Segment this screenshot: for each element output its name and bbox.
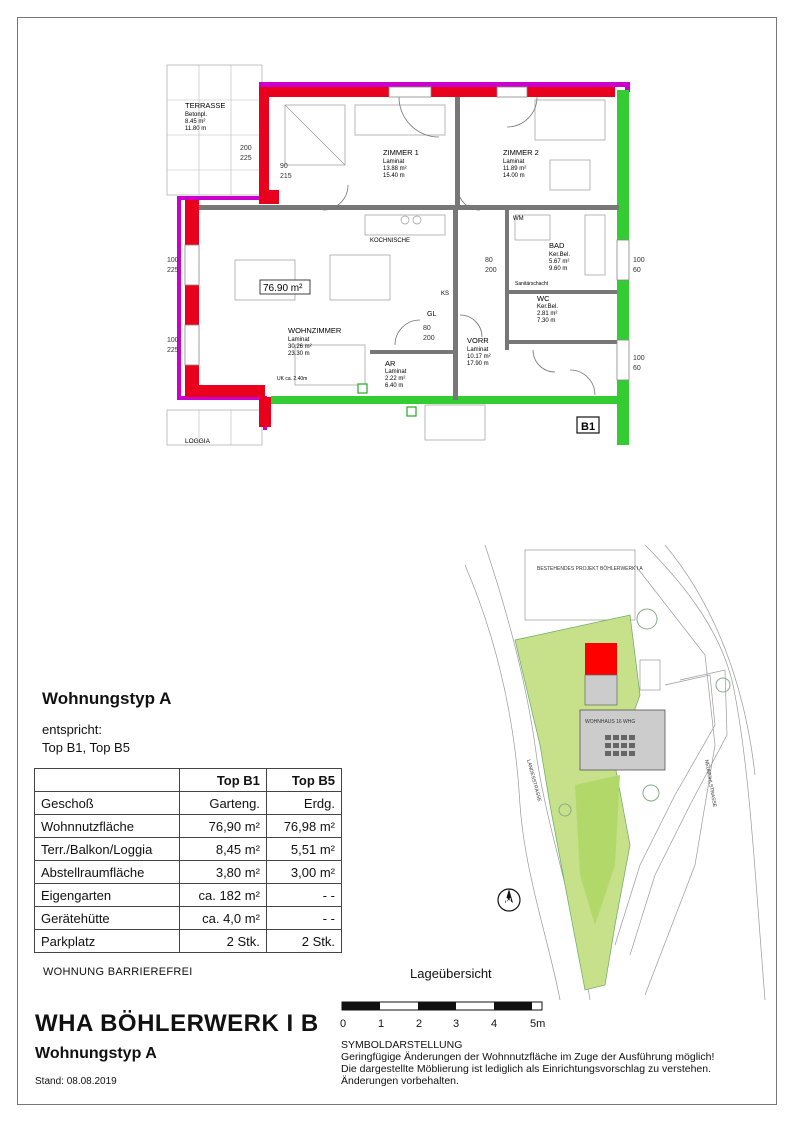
disclaimer-line: Geringfügige Änderungen der Wohnnutzfläche im Zuge der Ausführung möglich!	[341, 1051, 715, 1063]
svg-text:7.30 m: 7.30 m	[537, 318, 556, 324]
svg-text:100: 100	[633, 257, 645, 264]
svg-text:10.17 m²: 10.17 m²	[467, 354, 491, 360]
scale-label: 0	[340, 1018, 347, 1030]
svg-text:ZIMMER 2: ZIMMER 2	[503, 148, 539, 157]
disclaimer-line: Änderungen vorbehalten.	[341, 1075, 459, 1087]
table-cell: Geschoß	[35, 792, 180, 815]
svg-text:11.89 m²: 11.89 m²	[503, 166, 527, 172]
table-row	[35, 930, 342, 953]
svg-text:Ker.Bel.: Ker.Bel.	[549, 252, 571, 258]
svg-text:Laminat: Laminat	[383, 159, 405, 165]
corresponds-block	[42, 721, 130, 757]
svg-text:Ker.Bel.: Ker.Bel.	[537, 304, 559, 310]
svg-text:100: 100	[167, 257, 179, 264]
table-cell: Gerätehütte	[35, 907, 180, 930]
table-cell: 8,45 m²	[180, 838, 267, 861]
svg-text:14.00 m: 14.00 m	[503, 173, 525, 179]
table-header: Top B1	[180, 769, 267, 792]
project-title: WHA BÖHLERWERK I B	[35, 1010, 319, 1037]
svg-text:GL: GL	[427, 311, 437, 318]
disclaimer-line: Die dargestellte Möblierung ist lediglich als Einrichtungsvorschlag zu verstehen.	[341, 1063, 712, 1075]
svg-text:100: 100	[633, 355, 645, 362]
svg-text:ZIMMER 1: ZIMMER 1	[383, 148, 419, 157]
svg-text:80: 80	[423, 325, 431, 332]
scale-label: 3	[453, 1018, 460, 1030]
svg-text:AR: AR	[385, 359, 396, 368]
svg-text:17.90 m: 17.90 m	[467, 361, 489, 367]
barrier-free-note: WOHNUNG BARRIEREFREI	[43, 966, 193, 978]
table-row	[35, 907, 342, 930]
table-cell: 3,80 m²	[180, 861, 267, 884]
svg-text:NEUMÜHLSTRASSE: NEUMÜHLSTRASSE	[703, 759, 718, 808]
svg-text:225: 225	[167, 267, 179, 274]
table-cell: Parkplatz	[35, 930, 180, 953]
svg-text:WOHNZIMMER: WOHNZIMMER	[288, 326, 342, 335]
date-stamp: Stand: 08.08.2019	[35, 1076, 117, 1087]
table-row	[35, 861, 342, 884]
table-header	[35, 769, 180, 792]
project-subtitle: Wohnungstyp A	[35, 1045, 157, 1062]
svg-text:KOCHNISCHE: KOCHNISCHE	[370, 238, 411, 244]
apartment-type-heading: Wohnungstyp A	[42, 689, 172, 708]
unit-data-table	[34, 768, 342, 953]
table-cell: Abstellraumfläche	[35, 861, 180, 884]
table-cell: 76,90 m²	[180, 815, 267, 838]
scale-label: 2	[416, 1018, 423, 1030]
table-cell: 2 Stk.	[266, 930, 341, 953]
svg-text:5.67 m²: 5.67 m²	[549, 259, 570, 265]
windows	[185, 87, 629, 380]
svg-text:UK ca. 2.40m: UK ca. 2.40m	[277, 376, 308, 382]
svg-text:200: 200	[423, 335, 435, 342]
svg-text:WM: WM	[513, 216, 524, 222]
table-row	[35, 838, 342, 861]
table-cell: Eigengarten	[35, 884, 180, 907]
svg-text:Laminat: Laminat	[385, 369, 407, 375]
svg-text:80: 80	[485, 257, 493, 264]
north-arrow-icon	[498, 889, 520, 911]
site-overview-caption: Lageübersicht	[410, 966, 492, 981]
svg-text:215: 215	[280, 173, 292, 180]
dimension-labels	[167, 145, 645, 372]
svg-text:LANDESSTRASSE: LANDESSTRASSE	[525, 758, 543, 803]
svg-text:BAD: BAD	[549, 241, 565, 250]
svg-text:225: 225	[167, 347, 179, 354]
svg-text:Laminat: Laminat	[467, 347, 489, 353]
svg-text:WC: WC	[537, 294, 550, 303]
svg-text:90: 90	[280, 163, 288, 170]
svg-text:LOGGIA: LOGGIA	[185, 438, 210, 445]
table-cell: - -	[266, 884, 341, 907]
table-cell: - -	[266, 907, 341, 930]
table-cell: ca. 182 m²	[180, 884, 267, 907]
total-area: 76.90 m²	[263, 283, 303, 294]
table-row	[35, 792, 342, 815]
building-block	[585, 675, 617, 705]
svg-text:100: 100	[167, 337, 179, 344]
green-walls	[271, 90, 629, 445]
svg-text:2.81 m²: 2.81 m²	[537, 311, 558, 317]
table-row	[35, 884, 342, 907]
svg-text:Betonpl.: Betonpl.	[185, 112, 208, 118]
svg-text:2.22 m²: 2.22 m²	[385, 376, 406, 382]
table-header: Top B5	[266, 769, 341, 792]
corresponds-label: entspricht:	[42, 722, 102, 737]
table-header-row	[35, 769, 342, 792]
svg-text:BESTEHENDES PROJEKT BÖHLERWERK: BESTEHENDES PROJEKT BÖHLERWERK I A	[537, 566, 643, 572]
table-row	[35, 815, 342, 838]
svg-text:60: 60	[633, 365, 641, 372]
table-cell: 3,00 m²	[266, 861, 341, 884]
svg-text:225: 225	[240, 155, 252, 162]
table-cell: Garteng.	[180, 792, 267, 815]
site-plan	[465, 545, 770, 1000]
corresponds-value: Top B1, Top B5	[42, 740, 130, 755]
scale-label: 1	[378, 1018, 385, 1030]
svg-text:Sanitärschacht: Sanitärschacht	[515, 281, 549, 287]
table-cell: ca. 4,0 m²	[180, 907, 267, 930]
svg-text:60: 60	[633, 267, 641, 274]
scale-label: 4	[491, 1018, 498, 1030]
table-cell: 2 Stk.	[180, 930, 267, 953]
selected-unit	[585, 643, 617, 675]
svg-text:23.30 m: 23.30 m	[288, 351, 310, 357]
table-cell: Wohnnutzfläche	[35, 815, 180, 838]
svg-text:Laminat: Laminat	[503, 159, 525, 165]
table-cell: Erdg.	[266, 792, 341, 815]
disclaimer-heading: SYMBOLDARSTELLUNG	[341, 1039, 463, 1051]
table-cell: Terr./Balkon/Loggia	[35, 838, 180, 861]
disclaimer-block	[341, 1039, 714, 1087]
svg-text:8.45 m²: 8.45 m²	[185, 119, 206, 125]
scale-label: 5m	[530, 1018, 546, 1030]
svg-text:Laminat: Laminat	[288, 337, 310, 343]
svg-text:200: 200	[240, 145, 252, 152]
unit-label: B1	[581, 421, 596, 433]
svg-text:TERRASSE: TERRASSE	[185, 101, 226, 110]
svg-text:9.60 m: 9.60 m	[549, 266, 568, 272]
scale-bar	[340, 1000, 550, 1014]
svg-text:15.40 m: 15.40 m	[383, 173, 405, 179]
floor-plan	[155, 60, 645, 450]
table-cell: 5,51 m²	[266, 838, 341, 861]
svg-text:KS: KS	[441, 291, 450, 297]
svg-text:200: 200	[485, 267, 497, 274]
svg-text:N: N	[505, 897, 512, 906]
svg-text:WOHNHAUS 16 WHG: WOHNHAUS 16 WHG	[585, 719, 636, 725]
svg-text:11.80 m: 11.80 m	[185, 126, 207, 132]
svg-text:6.40 m: 6.40 m	[385, 383, 404, 389]
svg-text:30.26 m²: 30.26 m²	[288, 344, 312, 350]
table-cell: 76,98 m²	[266, 815, 341, 838]
svg-text:VORR: VORR	[467, 336, 489, 345]
svg-text:13.88 m²: 13.88 m²	[383, 166, 407, 172]
